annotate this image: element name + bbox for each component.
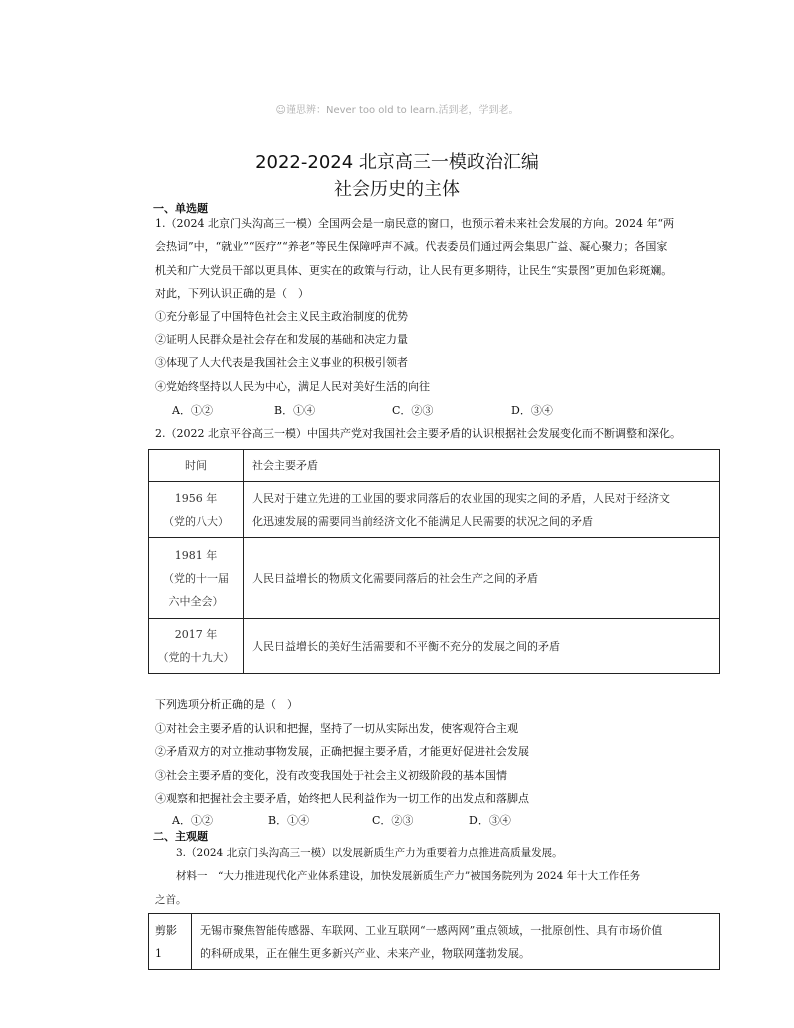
q2-option-d: D．③④ [469,814,511,827]
table-label-line: 1 [155,946,162,960]
watermark-text: ☺谨思辨：Never too old to learn.活到老，学到老。 [275,105,519,116]
table-time-line: 2017 年 [174,628,218,641]
q2-prompt: 下列选项分析正确的是（ ） [155,698,298,711]
table-time-line: （党的八大） [163,514,229,528]
table-label-line: 剪影 [155,923,177,937]
table-text-line: 化迅速发展的需要同当前经济文化不能满足人民需要的状况之间的矛盾 [252,514,593,528]
table-time-line: 1956 年 [174,491,218,505]
q1-stem-line: 1.（2024 北京门头沟高三一模）全国两会是一扇民意的窗口，也预示着未来社会发展的方向。2024 年“两 [155,217,675,230]
q3-stem: 3.（2024 北京门头沟高三一模）以发展新质生产力为重要着力点推进高质量发展。 [176,847,563,859]
q2-option-a: A．①② [172,814,213,827]
q1-option-c: C．②③ [392,404,434,417]
table-cell-time [149,619,244,674]
table-row [149,482,720,538]
q2-stem: 2.（2022 北京平谷高三一模）中国共产党对我国社会主要矛盾的认识根据社会发展变化而不断调整和深化。 [155,427,681,440]
section-heading-subjective: 二、主观题 [153,830,208,843]
q3-material-line: 材料一 “大力推进现代化产业体系建设，加快发展新质生产力”被国务院列为 2024 年十大工作任务 [176,870,641,882]
table-row [149,538,720,619]
table-time-line: 六中全会） [168,594,224,608]
q1-statement: ④党始终坚持以人民为中心，满足人民对美好生活的向往 [155,380,430,393]
table-time-line: （党的十一届 [163,571,229,585]
document-subtitle: 社会历史的主体 [334,179,460,200]
q2-option-b: B．①④ [268,814,310,827]
table-cell-time [149,538,244,619]
table-header-row [149,450,720,482]
q1-option-a: A．①② [172,404,213,417]
table-time-line: （党的十九大） [157,651,235,664]
table-cell-material [192,914,720,970]
q1-stem-line: 会热词”中，“就业”“医疗”“养老”等民生保障呼声不减。代表委员们通过两会集思广益、凝心聚力；各国家 [155,240,668,253]
q1-statement: ②证明人民群众是社会存在和发展的基础和决定力量 [155,333,408,346]
q2-statement: ③社会主要矛盾的变化，没有改变我国处于社会主义初级阶段的基本国情 [155,769,507,782]
q2-option-c: C．②③ [372,814,414,827]
table-text-line: 的科研成果，正在催生更多新兴产业、未来产业，物联网蓬勃发展。 [200,946,530,960]
table-header-time: 时间 [149,450,244,482]
q2-statement: ②矛盾双方的对立推动事物发展，正确把握主要矛盾，才能更好促进社会发展 [155,745,529,758]
q3-material-table [148,913,720,970]
q1-stem-line: 机关和广大党员干部以更具体、更实在的政策与行动，让人民有更多期待，让民生“实景图”更加色彩斑斓。 [155,264,673,277]
table-cell-contradiction [244,538,720,619]
section-heading-single-choice: 一、单选题 [153,202,208,215]
table-header-contradiction: 社会主要矛盾 [244,450,720,482]
table-text-line: 人民日益增长的物质文化需要同落后的社会生产之间的矛盾 [252,571,538,585]
q1-statement: ③体现了人大代表是我国社会主义事业的积极引领者 [155,356,408,369]
table-cell-contradiction [244,619,720,674]
table-text-line: 无锡市聚焦智能传感器、车联网、工业互联网“一感两网”重点领域，一批原创性、具有市场价值 [200,923,663,937]
table-row [149,914,720,970]
table-cell-time [149,482,244,538]
q3-material-line: 之首。 [155,894,187,906]
table-row [149,619,720,674]
document-title: 2022-2024 北京高三一模政治汇编 [255,152,539,173]
table-text-line: 人民日益增长的美好生活需要和不平衡不充分的发展之间的矛盾 [252,639,560,653]
q2-contradiction-table [148,449,720,674]
table-text-line: 人民对于建立先进的工业国的要求同落后的农业国的现实之间的矛盾，人民对于经济文 [252,491,670,505]
q1-option-b: B．①④ [274,404,316,417]
q2-statement: ①对社会主要矛盾的认识和把握，坚持了一切从实际出发，使客观符合主观 [155,722,518,735]
table-time-line: 1981 年 [174,548,218,562]
table-cell-contradiction [244,482,720,538]
q1-statement: ①充分彰显了中国特色社会主义民主政治制度的优势 [155,310,408,323]
q1-option-d: D．③④ [511,404,553,417]
q1-stem-line: 对此，下列认识正确的是（ ） [155,287,309,300]
q2-statement: ④观察和把握社会主要矛盾，始终把人民利益作为一切工作的出发点和落脚点 [155,792,529,805]
table-cell-label [149,914,192,970]
